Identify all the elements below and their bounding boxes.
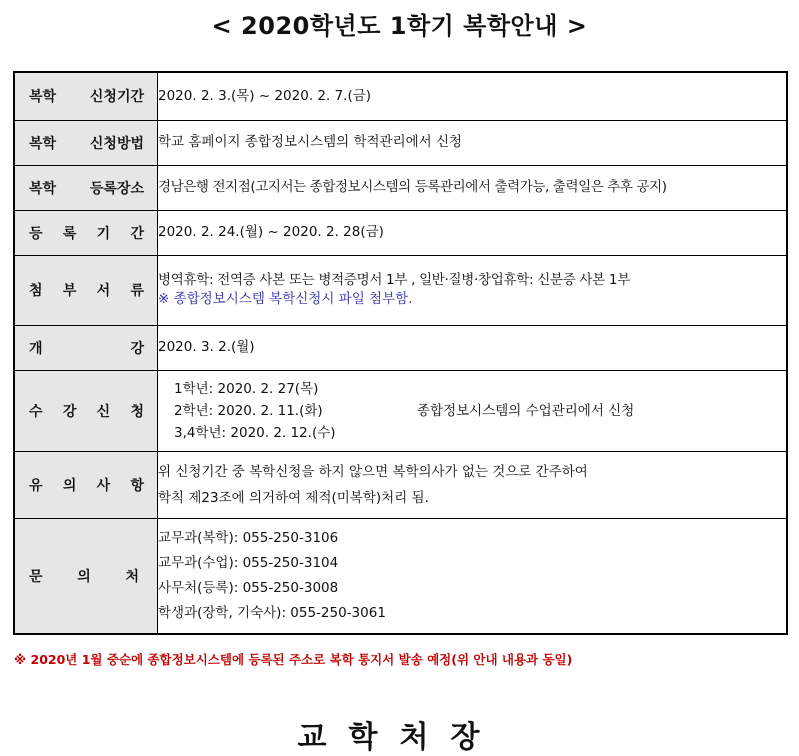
row-label-cell bbox=[14, 518, 158, 634]
page-title: < 2020학년도 1학기 복학안내 > bbox=[211, 12, 588, 40]
table-row bbox=[14, 165, 787, 210]
footnote: ※ 2020년 1월 중순에 종합정보시스템에 등록된 주소로 복학 통지서 발송 예정(위 안내 내용과 동일) bbox=[14, 652, 573, 667]
registration-period: 2020. 2. 24.(월) ~ 2020. 2. 28(금) bbox=[158, 224, 384, 240]
required-documents: 병역휴학: 전역증 사본 또는 병적증명서 1부 , 일반·질병·창업휴학: 신분증 사본 1부 bbox=[158, 272, 630, 288]
registration-grade-2: 2학년: 2020. 2. 11.(화) bbox=[174, 402, 323, 419]
row-label: 문 의 처 bbox=[29, 568, 139, 585]
registration-grade-1: 1학년: 2020. 2. 27(목) bbox=[174, 380, 319, 397]
row-label-cell bbox=[14, 210, 158, 255]
table-row bbox=[14, 255, 787, 325]
row-value-cell bbox=[158, 255, 788, 325]
table-row bbox=[14, 451, 787, 518]
row-value-cell bbox=[158, 120, 788, 165]
contact-academic-class: 교무과(수업): 055-250-3104 bbox=[158, 554, 339, 571]
row-value-cell bbox=[158, 72, 788, 120]
row-value-cell bbox=[158, 370, 788, 451]
signature: 교학처장 bbox=[297, 720, 502, 755]
row-value-cell bbox=[158, 518, 788, 634]
contact-academic-return: 교무과(복학): 055-250-3106 bbox=[158, 529, 339, 546]
course-registration-method: 종합정보시스템의 수업관리에서 신청 bbox=[417, 402, 635, 419]
row-label: 복학 신청방법 bbox=[29, 135, 144, 152]
application-method: 학교 홈페이지 종합정보시스템의 학적관리에서 신청 bbox=[158, 134, 463, 150]
row-label: 유 의 사 항 bbox=[29, 477, 144, 494]
table-row bbox=[14, 325, 787, 370]
table-row bbox=[14, 210, 787, 255]
table-row bbox=[14, 370, 787, 451]
row-label-cell bbox=[14, 120, 158, 165]
semester-start: 2020. 3. 2.(월) bbox=[158, 339, 255, 355]
caution-line-1: 위 신청기간 중 복학신청을 하지 않으면 복학의사가 없는 것으로 간주하여 bbox=[158, 463, 588, 480]
row-value-cell bbox=[158, 210, 788, 255]
row-value-cell bbox=[158, 325, 788, 370]
row-label: 복학 신청기간 bbox=[29, 89, 144, 106]
registration-place: 경남은행 전지점(고지서는 종합정보시스템의 등록관리에서 출력가능, 출력일은 추후 공지) bbox=[158, 179, 667, 195]
row-value-cell bbox=[158, 165, 788, 210]
contact-student-affairs: 학생과(장학, 기숙사): 055-250-3061 bbox=[158, 604, 386, 621]
row-label-cell bbox=[14, 165, 158, 210]
attachment-note: ※ 종합정보시스템 복학신청시 파일 첨부함. bbox=[158, 291, 413, 307]
table-row bbox=[14, 72, 787, 120]
row-label: 개 강 bbox=[29, 340, 144, 357]
row-label-cell bbox=[14, 325, 158, 370]
row-value-cell bbox=[158, 451, 788, 518]
table-row bbox=[14, 120, 787, 165]
registration-grade-3-4: 3,4학년: 2020. 2. 12.(수) bbox=[174, 424, 336, 441]
row-label: 복학 등록장소 bbox=[29, 180, 144, 197]
row-label-cell bbox=[14, 255, 158, 325]
notice-table bbox=[13, 71, 788, 635]
row-label: 등 록 기 간 bbox=[29, 225, 144, 242]
caution-line-2: 학칙 제23조에 의거하여 제적(미복학)처리 됨. bbox=[158, 489, 429, 506]
row-label: 수 강 신 청 bbox=[29, 403, 144, 420]
table-row bbox=[14, 518, 787, 634]
row-label-cell bbox=[14, 72, 158, 120]
row-label: 첨 부 서 류 bbox=[29, 283, 144, 299]
row-label-cell bbox=[14, 370, 158, 451]
application-period: 2020. 2. 3.(목) ~ 2020. 2. 7.(금) bbox=[158, 87, 372, 104]
row-label-cell bbox=[14, 451, 158, 518]
contact-registration: 사무처(등록): 055-250-3008 bbox=[158, 579, 339, 596]
